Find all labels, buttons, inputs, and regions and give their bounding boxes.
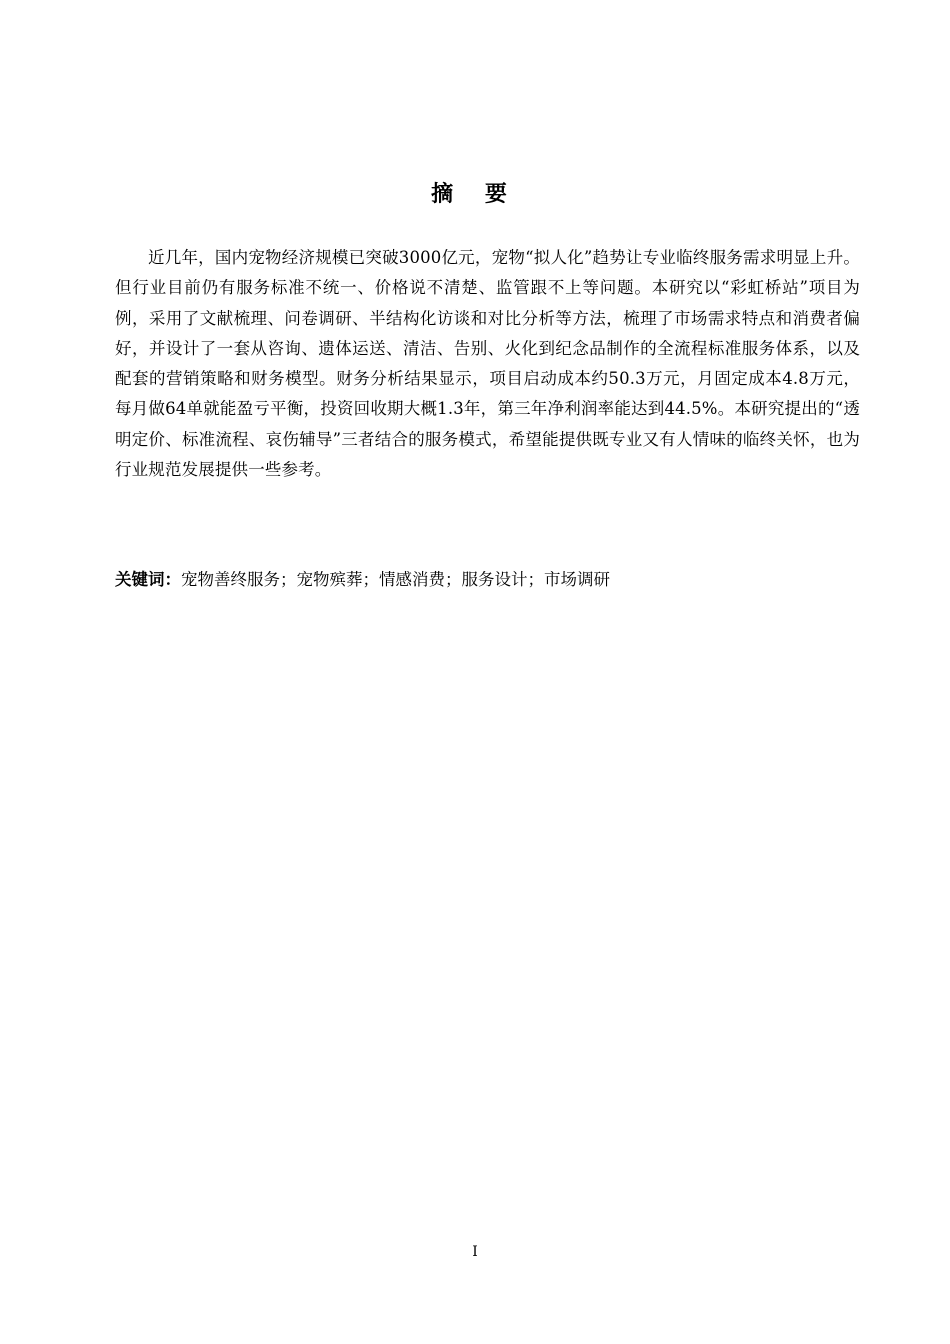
abstract-title: 摘 要 xyxy=(431,182,519,207)
abstract-paragraph: 近几年，国内宠物经济规模已突破3000亿元，宠物“拟人化”趋势让专业临终服务需求明显上升。但行业目前仍有服务标准不统一、价格说不清楚、监管跟不上等问题。本研究以“彩虹桥站”项目为例，采用了文献梳理、问卷调研、半结构化访谈和对比分析等方法，梳理了市场需求特点和消费者偏好，并设计了一套从咨询、遗体运送、清洁、告别、火化到纪念品制作的全流程标准服务体系，以及配套的营销策略和财务模型。财务分析结果显示，项目启动成本约50.3万元，月固定成本4.8万元，每月做64单就能盈亏平衡，投资回收期大概1.3年，第三年净利润率能达到44.5%。本研究提出的“透明定价、标准流程、哀伤辅导”三者结合的服务模式，希望能提供既专业又有人情味的临终关怀，也为行业规范发展提供一些参考。 xyxy=(115,248,860,480)
keywords-line xyxy=(115,566,860,594)
page-number: I xyxy=(472,1244,478,1260)
keywords-label: 关键词： xyxy=(115,570,181,589)
keywords-list: 宠物善终服务；宠物殡葬；情感消费；服务设计；市场调研 xyxy=(181,570,610,589)
